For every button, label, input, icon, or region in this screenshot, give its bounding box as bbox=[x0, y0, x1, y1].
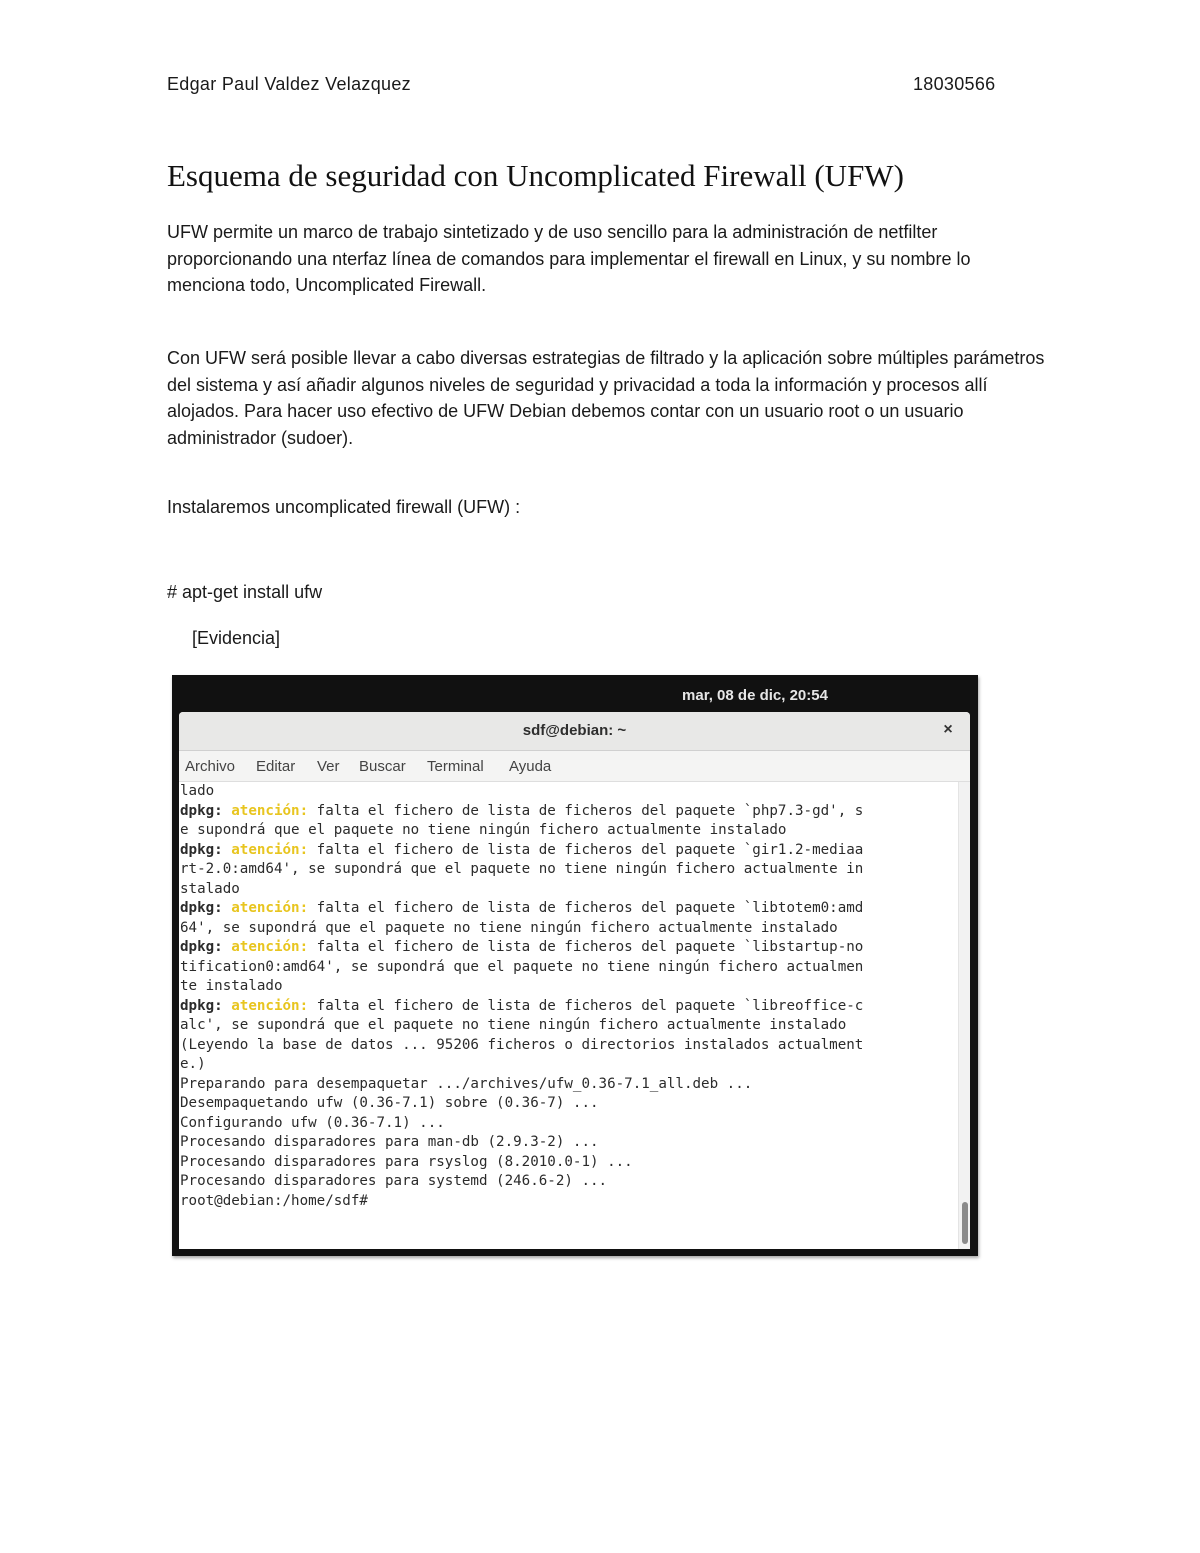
document-title: Esquema de seguridad con Uncomplicated Firewall (UFW) bbox=[167, 158, 904, 193]
terminal-text bbox=[223, 900, 232, 916]
terminal-line bbox=[180, 1153, 959, 1173]
terminal-line bbox=[180, 1016, 959, 1036]
menu-ayuda[interactable]: Ayuda bbox=[509, 758, 552, 775]
terminal-line bbox=[180, 1055, 959, 1075]
menu-terminal[interactable]: Terminal bbox=[427, 758, 484, 775]
terminal-text: stalado bbox=[180, 880, 240, 897]
terminal-line bbox=[180, 1172, 959, 1192]
terminal-text: Procesando disparadores para man-db (2.9.3-2) ... bbox=[180, 1134, 599, 1150]
window-titlebar bbox=[179, 712, 970, 751]
menu-ver[interactable]: Ver bbox=[317, 758, 340, 775]
menu-buscar[interactable]: Buscar bbox=[359, 758, 406, 775]
warning-label: atención: bbox=[231, 802, 309, 819]
terminal-line bbox=[180, 958, 959, 978]
terminal-lines bbox=[179, 782, 959, 1211]
terminal-line bbox=[180, 938, 959, 958]
terminal-text: falta el fichero de lista de ficheros del paquete `libreoffice-c bbox=[308, 997, 864, 1014]
install-command: # apt-get install ufw bbox=[167, 582, 323, 602]
terminal-text: lado bbox=[180, 783, 215, 799]
terminal-text: te instalado bbox=[180, 978, 283, 994]
terminal-text: dpkg: bbox=[180, 841, 223, 858]
scrollbar-thumb[interactable] bbox=[962, 1202, 968, 1244]
terminal-text: 64', se supondrá que el paquete no tiene ningún fichero actualmente instalado bbox=[180, 919, 838, 936]
terminal-line bbox=[180, 782, 959, 802]
warning-label: atención: bbox=[231, 841, 309, 858]
terminal-line bbox=[180, 1075, 959, 1095]
menu-editar[interactable]: Editar bbox=[256, 758, 296, 775]
terminal-text: dpkg: bbox=[180, 900, 223, 916]
terminal-line bbox=[180, 919, 959, 939]
terminal-line bbox=[180, 821, 959, 841]
terminal-line bbox=[180, 1094, 959, 1114]
terminal-text: falta el fichero de lista de ficheros del paquete `gir1.2-mediaa bbox=[308, 841, 864, 858]
terminal-text: Procesando disparadores para rsyslog (8.2010.0-1) ... bbox=[180, 1153, 633, 1170]
terminal-text: Preparando para desempaquetar .../archives/ufw_0.36-7.1_all.deb ... bbox=[180, 1075, 753, 1092]
terminal-line bbox=[180, 860, 959, 880]
terminal-line bbox=[180, 1114, 959, 1134]
terminal-line bbox=[180, 841, 959, 861]
terminal-line bbox=[180, 1192, 959, 1212]
paragraph-install-heading: Instalaremos uncomplicated firewall (UFW) : bbox=[167, 497, 521, 517]
terminal-text: (Leyendo la base de datos ... 95206 ficheros o directorios instalados actualment bbox=[180, 1036, 864, 1053]
terminal-text bbox=[223, 842, 232, 858]
terminal-text: dpkg: bbox=[180, 802, 223, 819]
terminal-window bbox=[179, 712, 970, 1249]
terminal-text: dpkg: bbox=[180, 997, 223, 1014]
warning-label: atención: bbox=[231, 900, 309, 916]
evidence-label: [Evidencia] bbox=[192, 628, 281, 648]
terminal-line bbox=[180, 1036, 959, 1056]
topbar-clock: mar, 08 de dic, 20:54 bbox=[682, 687, 828, 704]
terminal-text: falta el fichero de lista de ficheros del paquete `libtotem0:amd bbox=[308, 900, 864, 916]
terminal-line bbox=[180, 802, 959, 822]
close-icon[interactable]: × bbox=[943, 721, 953, 738]
warning-label: atención: bbox=[231, 997, 309, 1014]
terminal-text: Procesando disparadores para systemd (246.6-2) ... bbox=[180, 1173, 608, 1189]
terminal-line bbox=[180, 880, 959, 900]
terminal-line bbox=[180, 1133, 959, 1153]
window-title: sdf@debian: ~ bbox=[522, 722, 627, 739]
terminal-text bbox=[223, 803, 232, 819]
terminal-text bbox=[223, 939, 232, 955]
terminal-text: falta el fichero de lista de ficheros del paquete `libstartup-no bbox=[308, 939, 864, 955]
terminal-line bbox=[180, 997, 959, 1017]
menubar bbox=[179, 751, 970, 782]
terminal-line bbox=[180, 899, 959, 919]
terminal-line bbox=[180, 977, 959, 997]
terminal-text: Desempaquetando ufw (0.36-7.1) sobre (0.36-7) ... bbox=[180, 1095, 599, 1111]
terminal-screenshot bbox=[172, 675, 978, 1256]
terminal-text: tification0:amd64', se supondrá que el paquete no tiene ningún fichero actualmen bbox=[180, 958, 864, 975]
terminal-text: root@debian:/home/sdf# bbox=[180, 1192, 368, 1209]
terminal-output[interactable] bbox=[179, 782, 959, 1249]
author-name: Edgar Paul Valdez Velazquez bbox=[167, 74, 411, 94]
terminal-text: Configurando ufw (0.36-7.1) ... bbox=[180, 1114, 445, 1131]
menu-archivo[interactable]: Archivo bbox=[185, 758, 236, 775]
terminal-text bbox=[223, 998, 232, 1014]
terminal-text: dpkg: bbox=[180, 939, 223, 955]
warning-label: atención: bbox=[231, 939, 309, 955]
terminal-text: falta el fichero de lista de ficheros del paquete `php7.3-gd', s bbox=[308, 802, 864, 819]
terminal-text: e supondrá que el paquete no tiene ningún fichero actualmente instalado bbox=[180, 822, 787, 838]
terminal-text: rt-2.0:amd64', se supondrá que el paquete no tiene ningún fichero actualmente in bbox=[180, 861, 864, 877]
student-id: 18030566 bbox=[913, 74, 996, 94]
paragraph-strategies: Con UFW será posible llevar a cabo diversas estrategias de filtrado y la aplicación sobre múltiples parámetros del sistema y así añadir algunos niveles de seguridad y privacidad a toda la información y procesos allí alojados. Para hacer uso efectivo de UFW Debian debemos contar con un usuario root o un usuario administrador (sudoer). bbox=[167, 348, 1045, 448]
terminal-scrollbar[interactable] bbox=[958, 782, 970, 1249]
paragraph-intro: UFW permite un marco de trabajo sintetizado y de uso sencillo para la administración de netfilter proporcionando una nterfaz línea de comandos para implementar el firewall en Linux, y su nombre lo menciona todo, Uncomplicated Firewall. bbox=[167, 222, 971, 295]
terminal-text: e.) bbox=[180, 1056, 206, 1072]
terminal-text: alc', se supondrá que el paquete no tiene ningún fichero actualmente instalado bbox=[180, 1017, 847, 1033]
